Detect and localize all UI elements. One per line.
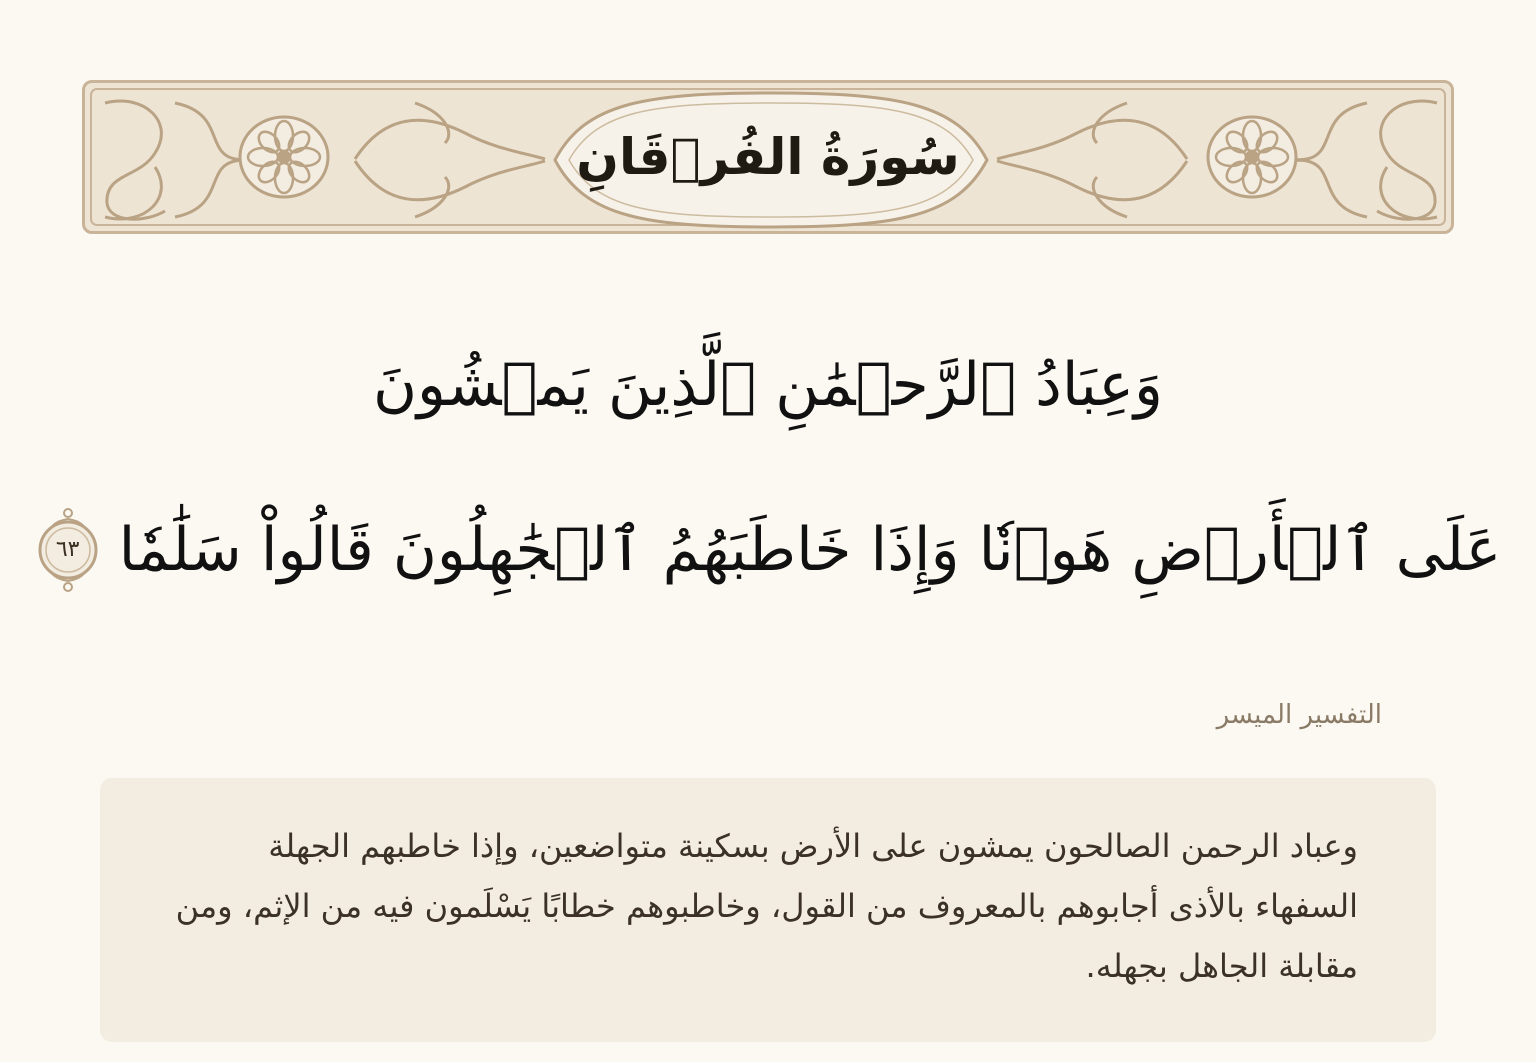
rosette-icon bbox=[1204, 112, 1300, 202]
verse-line-2: عَلَى ٱلۡأَرۡضِ هَوۡنٗا وَإِذَا خَاطَبَهُمُ ٱلۡجَٰهِلُونَ قَالُواْ سَلَٰمٗا bbox=[118, 515, 1502, 585]
rosette-icon bbox=[236, 112, 332, 202]
verse-line-1: وَعِبَادُ ٱلرَّحۡمَٰنِ ٱلَّذِينَ يَمۡشُونَ bbox=[372, 350, 1164, 420]
verse-line-2-container bbox=[0, 500, 1536, 600]
ayah-number: ٦٣ bbox=[55, 537, 80, 562]
ayah-end-marker bbox=[35, 507, 101, 593]
tafsir-box bbox=[100, 778, 1436, 1042]
surah-title: سُورَةُ الفُرۡقَانِ bbox=[576, 128, 960, 186]
tafsir-label: التفسير الميسر bbox=[1216, 700, 1382, 730]
tafsir-text: وعباد الرحمن الصالحون يمشون على الأرض بسكينة متواضعين، وإذا خاطبهم الجهلة السفهاء بالأذى أجابوهم بالمعروف من القول، وخاطبوهم خطابًا يَسْلَمون فيه من الإثم، ومن مقابلة الجاهل بجهله. bbox=[175, 827, 1358, 985]
